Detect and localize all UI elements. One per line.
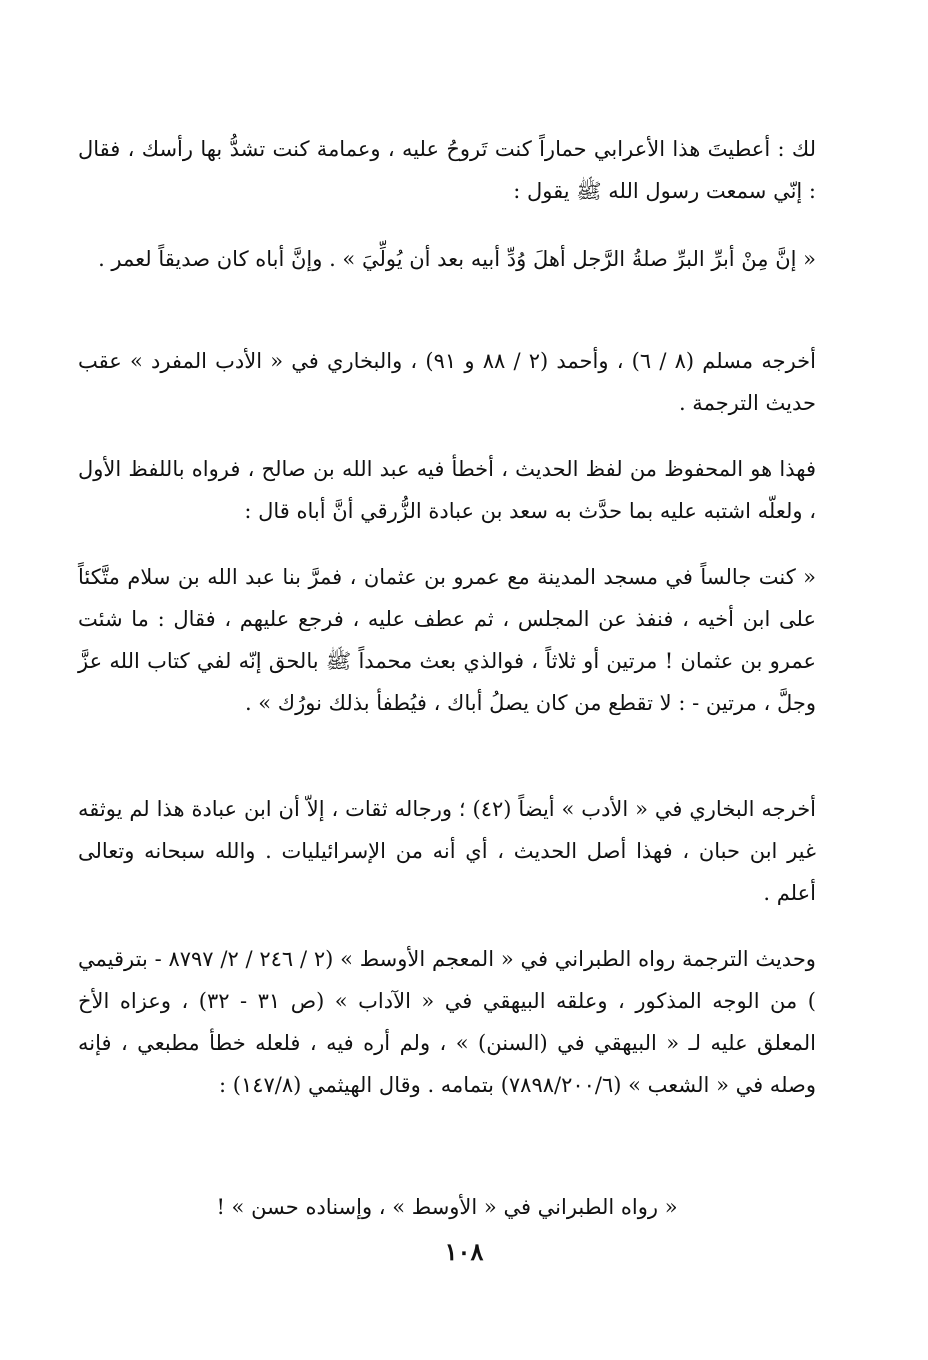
hadith-quote-1: « إنَّ مِنْ أبرِّ البرِّ صلةُ الرَّجل أهلَ وُدِّ أبيه بعد أن يُولِّيَ » . وإنَّ أباه كان صديقاً لعمر . [98,247,816,271]
paragraph-analysis: فهذا هو المحفوظ من لفظ الحديث ، أخطأ فيه عبد الله بن صالح ، فرواه باللفظ الأول ، ولعلّه اشتبه عليه بما حدَّث به سعد بن عبادة الزُّرقي أنَّ أباه قال : [78,457,816,523]
paragraph-takhrij-2: أخرجه البخاري في « الأدب » أيضاً (٤٢) ؛ ورجاله ثقات ، إلاّ أن ابن عبادة هذا لم يوثقه غير ابن حبان ، فهذا أصل الحديث ، أي أنه من الإسرائيليات . والله سبحانه وتعالى أعلم . [78,797,817,905]
page-number: ١٠٨ [444,1237,484,1266]
paragraph-1: لك : أعطيتَ هذا الأعرابي حماراً كنت تَروحُ عليه ، وعمامة كنت تشدُّ بها رأسك ، فقال : إنّي سمعت رسول الله ﷺ يقول : [78,137,816,203]
paragraph-takhrij-3: وحديث الترجمة رواه الطبراني في « المعجم الأوسط » (٢ / ٢٤٦ / ٢/ ٨٧٩٧ - بترقيمي ) من الوجه المذكور ، وعلقه البيهقي في « الآداب » (ص ٣١ - ٣٢) ، وعزاه الأخ المعلق عليه لـ « البيهقي في (السنن) » ، ولم أره فيه ، فلعله خطأ مطبعي ، فإنه وصله في « الشعب » (٧٨٩٨/٢٠٠/٦) بتمامه . وقال الهيثمي (١٤٧/٨) : [78,947,816,1097]
narration-quote: « كنت جالساً في مسجد المدينة مع عمرو بن عثمان ، فمرَّ بنا عبد الله بن سلام متَّكئاً على ابن أخيه ، فنفذ عن المجلس ، ثم عطف عليه ، فرجع عليهم ، فقال : ما شئت عمرو بن عثمان ! مرتين أو ثلاثاً ، فوالذي بعث محمداً ﷺ بالحق إنّه لفي كتاب الله عزَّ وجلَّ ، مرتين - : لا تقطع من كان يصلُ أباك ، فيُطفأ بذلك نورُك » . [78,565,816,715]
closing-quote: « رواه الطبراني في « الأوسط » ، وإسناده حسن » ! [216,1195,678,1219]
paragraph-takhrij-1: أخرجه مسلم (٨ / ٦) ، وأحمد (٢ / ٨٨ و ٩١) ، والبخاري في « الأدب المفرد » عقب حديث الترجمة . [78,349,816,415]
